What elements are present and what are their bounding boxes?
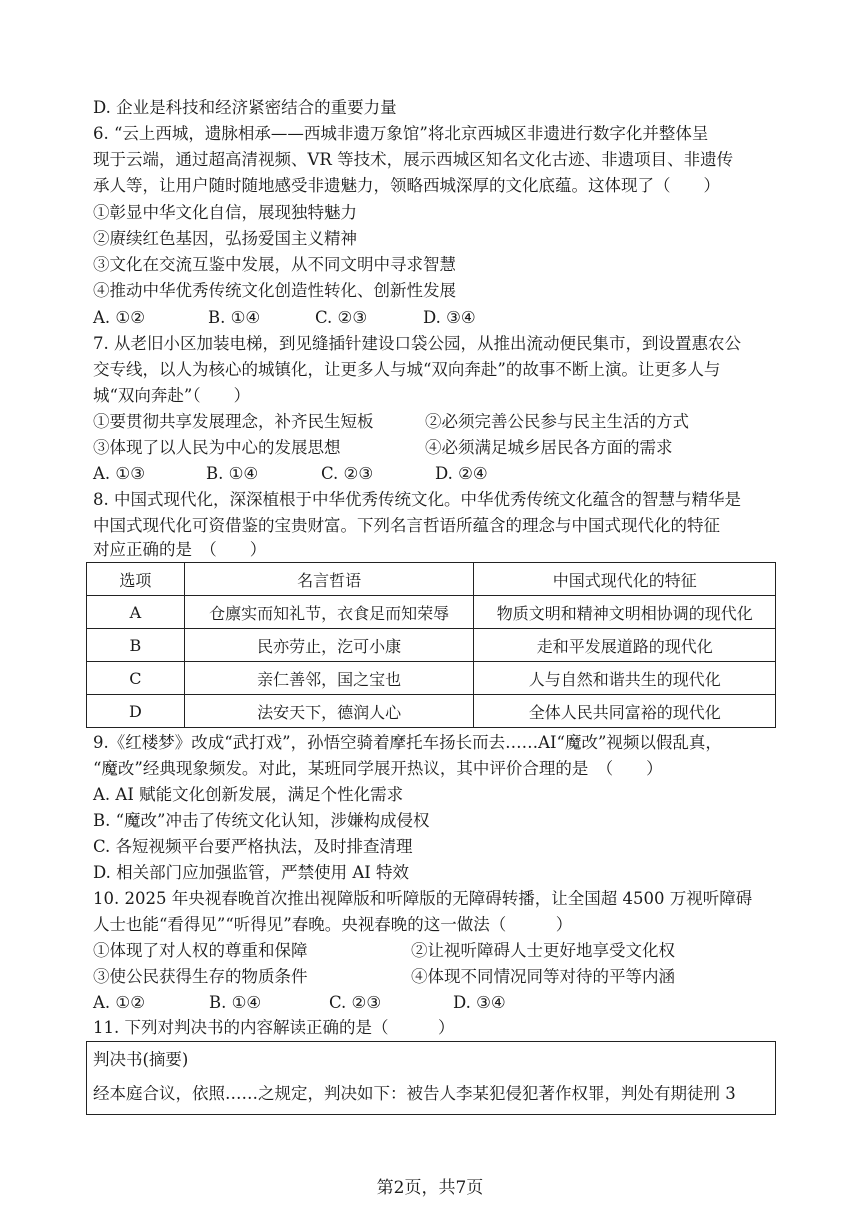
judgment-text: 经本庭合议，依照……之规定，判决如下：被告人李某犯侵犯著作权罪，判处有期徒刑 3 xyxy=(93,1084,736,1103)
table-row xyxy=(87,662,776,695)
q9-stem-line-2: “魔改”经典现象频发。对此，某班同学展开热议，其中评价合理的是 （ ） xyxy=(93,759,663,778)
q7-stem-line-1: 7. 从老旧小区加装电梯，到见缝插针建设口袋公园，从推出流动便民集市，到设置惠农公 xyxy=(93,334,741,353)
q6-item-2: ②赓续红色基因，弘扬爱国主义精神 xyxy=(93,229,357,248)
q7-option-d: D. ②④ xyxy=(435,464,488,483)
q8-stem-line-1: 8. 中国式现代化，深深植根于中华优秀传统文化。中华优秀传统文化蕴含的智慧与精华是 xyxy=(93,490,741,509)
q6-stem-line-1: 6. “云上西城，遗脉相承——西城非遗万象馆”将北京西城区非遗进行数字化并整体呈 xyxy=(93,124,709,143)
q6-item-4: ④推动中华优秀传统文化创造性转化、创新性发展 xyxy=(93,281,456,300)
q10-item-1: ①体现了对人权的尊重和保障 xyxy=(93,941,308,960)
q7-stem-line-2: 交专线，以人为核心的城镇化，让更多人与城“双向奔赴”的故事不断上演。让更多人与 xyxy=(93,360,721,379)
q8-header-feature: 中国式现代化的特征 xyxy=(474,563,776,596)
q6-option-d: D. ③④ xyxy=(423,308,476,327)
q10-option-b: B. ①④ xyxy=(209,993,262,1012)
q6-stem-line-3: 承人等，让用户随时随地感受非遗魅力，领略西城深厚的文化底蕴。这体现了（ ） xyxy=(93,176,720,195)
q6-option-a: A. ①② xyxy=(93,308,145,327)
table-cell: 物质文明和精神文明相协调的现代化 xyxy=(474,596,776,629)
q10-item-4: ④体现不同情况同等对待的平等内涵 xyxy=(411,967,675,986)
table-cell: 民亦劳止，汔可小康 xyxy=(184,629,474,662)
table-cell: A xyxy=(87,596,185,629)
table-cell: 人与自然和谐共生的现代化 xyxy=(474,662,776,695)
q10-option-a: A. ①② xyxy=(93,993,145,1012)
q8-header-option: 选项 xyxy=(87,563,185,596)
table-row xyxy=(87,695,776,728)
table-cell: D xyxy=(87,695,185,728)
q8-stem-line-2: 中国式现代化可资借鉴的宝贵财富。下列名言哲语所蕴含的理念与中国式现代化的特征 xyxy=(93,516,720,535)
q7-option-c: C. ②③ xyxy=(321,464,374,483)
q11-stem: 11. 下列对判决书的内容解读正确的是（ ） xyxy=(93,1018,455,1037)
q9-stem-line-1: 9.《红楼梦》改成“武打戏”，孙悟空骑着摩托车扬长而去……AI“魔改”视频以假乱真， xyxy=(93,733,722,752)
page-number: 第2页，共7页 xyxy=(376,1178,484,1198)
q6-option-c: C. ②③ xyxy=(315,308,368,327)
table-cell: 亲仁善邻，国之宝也 xyxy=(184,662,474,695)
q7-option-a: A. ①③ xyxy=(93,464,145,483)
q6-option-b: B. ①④ xyxy=(208,308,261,327)
q5-option-d: D. 企业是科技和经济紧密结合的重要力量 xyxy=(93,98,397,117)
q7-option-b: B. ①④ xyxy=(206,464,259,483)
q9-option-d: D. 相关部门应加强监管，严禁使用 AI 特效 xyxy=(93,863,410,882)
q8-table xyxy=(86,562,776,728)
table-row xyxy=(87,596,776,629)
q7-item-1: ①要贯彻共享发展理念，补齐民生短板 xyxy=(93,412,374,431)
q6-item-1: ①彰显中华文化自信，展现独特魅力 xyxy=(93,203,357,222)
table-cell: B xyxy=(87,629,185,662)
q10-stem-line-1: 10. 2025 年央视春晚首次推出视障版和听障版的无障碍转播，让全国超 4500 万视听障碍 xyxy=(93,889,753,908)
q9-option-c: C. 各短视频平台要严格执法，及时排查清理 xyxy=(93,837,413,856)
judgment-box xyxy=(86,1041,776,1115)
q9-option-a: A. AI 赋能文化创新发展，满足个性化需求 xyxy=(93,785,404,804)
q10-option-c: C. ②③ xyxy=(329,993,382,1012)
table-cell: C xyxy=(87,662,185,695)
q10-stem-line-2: 人士也能“看得见”“听得见”春晚。央视春晚的这一做法（ ） xyxy=(93,915,573,934)
q10-item-2: ②让视听障碍人士更好地享受文化权 xyxy=(411,941,675,960)
q8-stem-line-3: 对应正确的是 （ ） xyxy=(93,540,267,559)
table-cell: 走和平发展道路的现代化 xyxy=(474,629,776,662)
table-cell: 全体人民共同富裕的现代化 xyxy=(474,695,776,728)
q8-table-header xyxy=(87,563,776,596)
table-cell: 法安天下，德润人心 xyxy=(184,695,474,728)
q7-stem-line-3: 城“双向奔赴”（ ） xyxy=(93,386,251,405)
q7-item-4: ④必须满足城乡居民各方面的需求 xyxy=(425,438,673,457)
q8-header-saying: 名言哲语 xyxy=(184,563,474,596)
q6-stem-line-2: 现于云端，通过超高清视频、VR 等技术，展示西城区知名文化古迹、非遗项目、非遗传 xyxy=(93,150,734,169)
q7-item-3: ③体现了以人民为中心的发展思想 xyxy=(93,438,341,457)
q9-option-b: B. “魔改”冲击了传统文化认知，涉嫌构成侵权 xyxy=(93,811,430,830)
table-cell: 仓廪实而知礼节，衣食足而知荣辱 xyxy=(184,596,474,629)
table-row xyxy=(87,629,776,662)
q7-item-2: ②必须完善公民参与民主生活的方式 xyxy=(425,412,689,431)
q10-option-d: D. ③④ xyxy=(453,993,506,1012)
judgment-title: 判决书(摘要) xyxy=(93,1050,189,1069)
q10-item-3: ③使公民获得生存的物质条件 xyxy=(93,967,308,986)
q6-item-3: ③文化在交流互鉴中发展，从不同文明中寻求智慧 xyxy=(93,255,456,274)
